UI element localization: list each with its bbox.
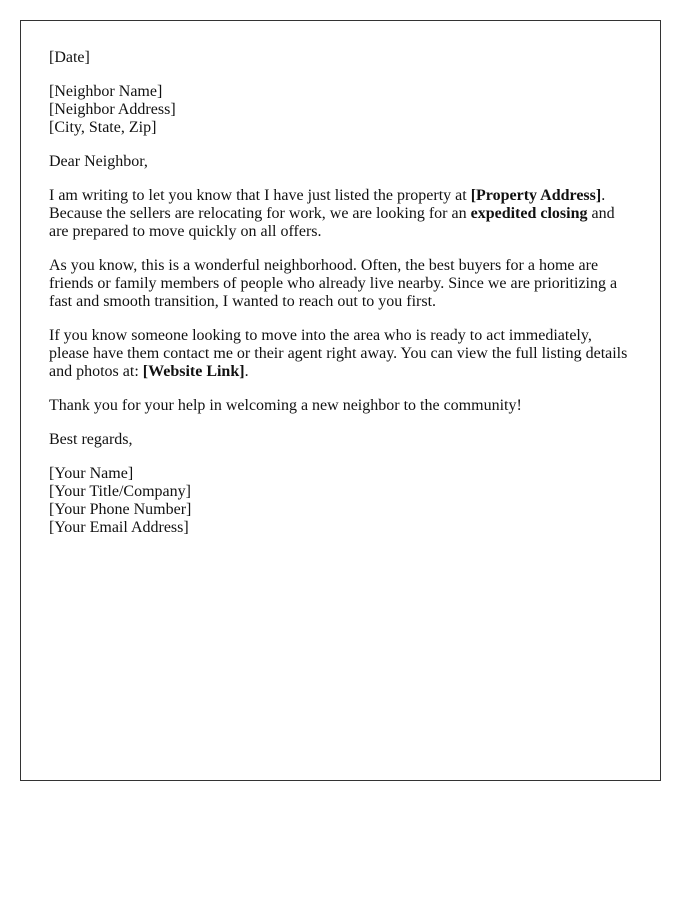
closing: Best regards, [49, 431, 133, 448]
recipient-block [49, 83, 632, 137]
property-address-placeholder: [Property Address] [470, 187, 602, 204]
letter-page [20, 20, 661, 781]
recipient-name: [Neighbor Name] [49, 83, 163, 100]
salutation: Dear Neighbor, [49, 153, 148, 170]
text: I am writing to let you know that I have just listed the property at [49, 187, 471, 204]
text: If you know someone looking to move into the area who is ready to act immediately, please have them contact me or their agent right away. You can view the full listing details and photos at: [49, 327, 628, 380]
signature-block [49, 465, 632, 537]
recipient-address: [Neighbor Address] [49, 101, 176, 118]
signature-title: [Your Title/Company] [49, 483, 191, 500]
text: and are prepared to move quickly on all offers. [49, 205, 615, 240]
signature-email: [Your Email Address] [49, 519, 189, 536]
text: . [244, 363, 249, 380]
paragraph-thanks: Thank you for your help in welcoming a new neighbor to the community! [49, 397, 522, 414]
website-link-placeholder: [Website Link] [142, 363, 245, 380]
expedited-closing-emphasis: expedited closing [470, 205, 588, 222]
date: [Date] [49, 49, 90, 66]
text: . Because the sellers are relocating for work, we are looking for an [49, 187, 606, 222]
signature-phone: [Your Phone Number] [49, 501, 192, 518]
paragraph-listing [49, 187, 632, 241]
signature-name: [Your Name] [49, 465, 134, 482]
recipient-city-state-zip: [City, State, Zip] [49, 119, 157, 136]
paragraph-neighborhood: As you know, this is a wonderful neighborhood. Often, the best buyers for a home are friends or family members of people who already live nearby. Since we are prioritizing a fast and smooth transition, I wanted to reach out to you first. [49, 257, 618, 310]
paragraph-contact [49, 327, 632, 381]
